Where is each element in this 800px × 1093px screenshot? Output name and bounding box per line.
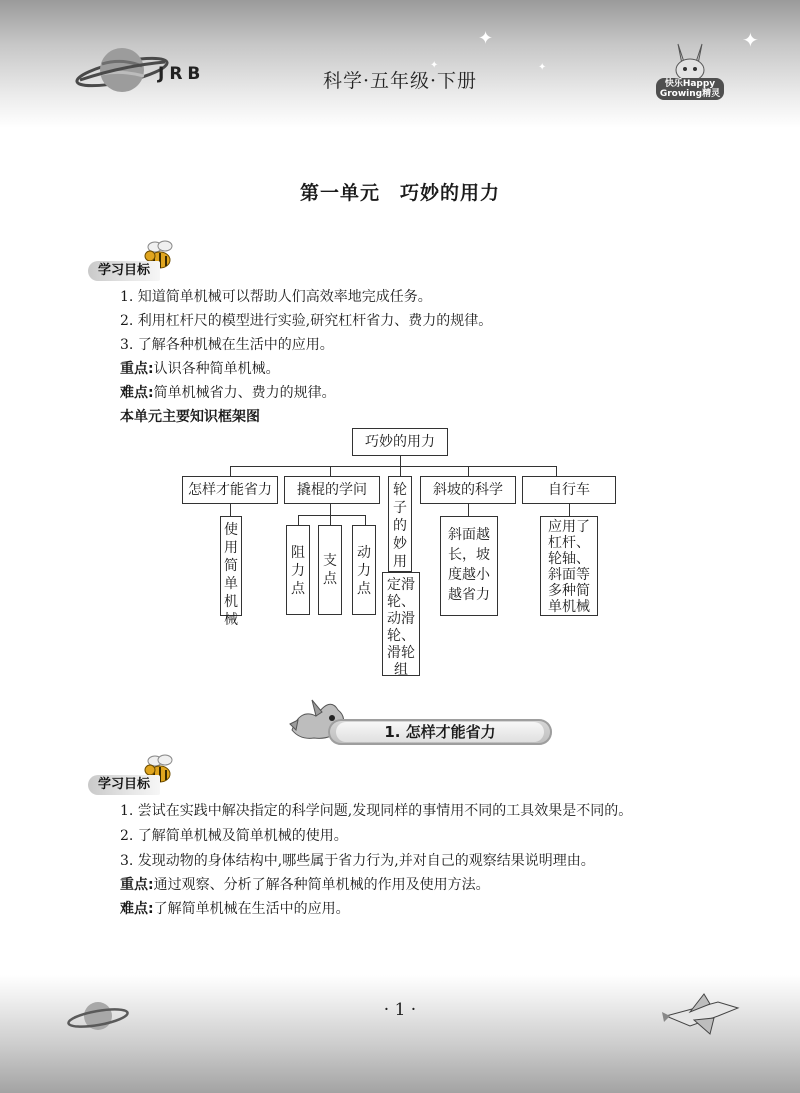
connector	[569, 504, 570, 516]
diagram-root: 巧妙的用力	[352, 428, 448, 456]
star-icon: ✦	[538, 62, 547, 73]
connector	[468, 466, 469, 476]
branch-crowbar: 撬棍的学问	[284, 476, 380, 504]
space-shuttle-icon	[660, 986, 742, 1040]
star-icon: ✦	[742, 28, 759, 52]
happy-logo	[650, 40, 730, 102]
connector	[230, 466, 231, 476]
header-brand: JRB	[158, 64, 206, 84]
goal-line: 3. 了解各种机械在生活中的应用。	[120, 337, 334, 353]
page-number: · 1 ·	[383, 1000, 417, 1020]
key-text: 通过观察、分析了解各种简单机械的作用及使用方法。	[153, 877, 490, 893]
leaf-resistance-point: 阻力点	[286, 525, 310, 615]
header-title: 科学·五年级·下册	[322, 70, 478, 92]
key-point	[120, 874, 490, 896]
connector	[230, 466, 556, 467]
learning-goals-tag: 学习目标	[88, 261, 160, 281]
difficulty-text: 了解简单机械在生活中的应用。	[153, 901, 350, 917]
goal-line: 2. 利用杠杆尺的模型进行实验,研究杠杆省力、费力的规律。	[120, 313, 493, 329]
lesson-title: 1. 怎样才能省力	[336, 722, 544, 742]
learning-goals-tag: 学习目标	[88, 775, 160, 795]
leaf-bicycle: 应用了 杠杆、 轮轴、 斜面等 多种简 单机械	[540, 516, 598, 616]
key-label: 重点:	[120, 877, 154, 893]
star-icon: ✦	[430, 60, 439, 71]
framework-title: 本单元主要知识框架图	[120, 409, 260, 425]
star-icon: ✦	[478, 28, 494, 49]
connector	[330, 466, 331, 476]
connector	[330, 515, 331, 525]
goal-line: 3. 发现动物的身体结构中,哪些属于省力行为,并对自己的观察结果说明理由。	[120, 853, 595, 869]
connector	[400, 466, 401, 476]
difficulty-label: 难点:	[120, 385, 154, 401]
goal-line: 1. 知道简单机械可以帮助人们高效率地完成任务。	[120, 289, 432, 305]
branch-slope: 斜坡的科学	[420, 476, 516, 504]
difficulty-point	[120, 898, 350, 920]
connector	[298, 515, 366, 516]
leaf-slope-rule: 斜面越 长，坡 度越小 越省力	[440, 516, 498, 616]
key-text: 认识各种简单机械。	[153, 361, 280, 377]
key-point	[120, 358, 280, 380]
difficulty-text: 简单机械省力、费力的规律。	[153, 385, 336, 401]
branch-save-effort: 怎样才能省力	[182, 476, 278, 504]
leaf-pulley: 定滑轮、动滑轮、滑轮组	[382, 572, 420, 676]
leaf-effort-point: 动力点	[352, 525, 376, 615]
connector	[230, 504, 231, 516]
leaf-fulcrum: 支点	[318, 525, 342, 615]
branch-bicycle: 自行车	[522, 476, 616, 504]
goal-line: 2. 了解简单机械及简单机械的使用。	[120, 828, 348, 844]
unit-title: 第一单元 巧妙的用力	[299, 182, 500, 204]
happy-logo-text: 快乐Happy Growing精灵	[659, 79, 721, 99]
leaf-simple-machine: 使用简单机械	[220, 516, 242, 616]
difficulty-point	[120, 382, 336, 404]
key-label: 重点:	[120, 361, 154, 377]
connector	[365, 515, 366, 525]
branch-wheel	[388, 476, 412, 572]
connector	[468, 504, 469, 516]
connector	[298, 515, 299, 525]
branch-wheel-label: 轮子的妙用	[393, 482, 407, 570]
difficulty-label: 难点:	[120, 901, 154, 917]
connector	[556, 466, 557, 476]
goal-line: 1. 尝试在实践中解决指定的科学问题,发现同样的事情用不同的工具效果是不同的。	[120, 803, 633, 819]
